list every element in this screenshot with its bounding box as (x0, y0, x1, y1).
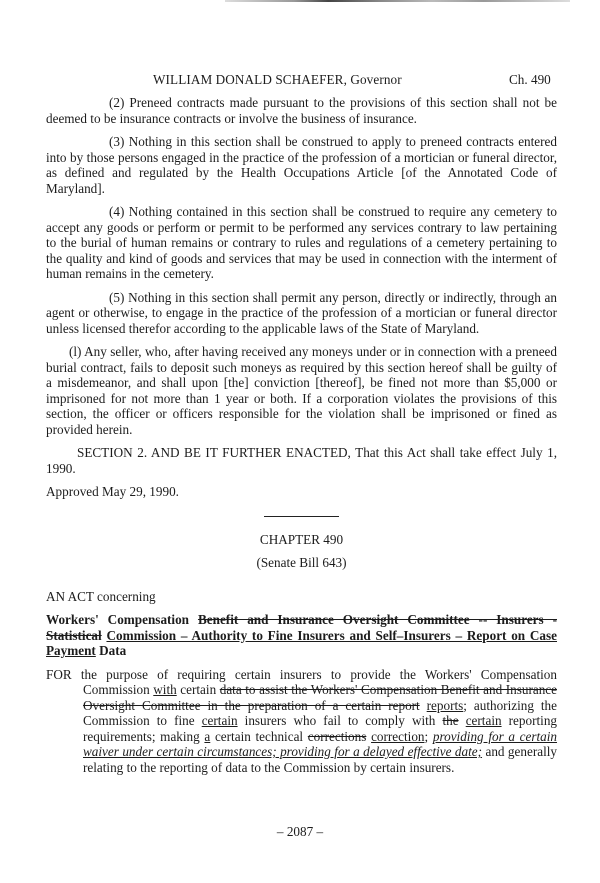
inserted-text: reports (426, 697, 464, 713)
chapter-heading: CHAPTER 490 (259, 531, 344, 547)
scan-edge-artifact (225, 0, 570, 2)
section-2: SECTION 2. AND BE IT FURTHER ENACTED, That this Act shall take effect July 1, 1990. (46, 445, 557, 476)
paragraph-3: (3) Nothing in this section shall be construed to apply to preneed contracts entered into by those persons engaged in the practice of the profession of a mortician or funeral director, as defined and regulated by the Health Occupations Article [of the Annotated Code of Maryland]. (46, 134, 557, 196)
inserted-text: certain (201, 713, 238, 728)
paragraph-5: (5) Nothing in this section shall permit any person, directly or indirectly, through an agent or otherwise, to engage in the practice of the profession of a mortician or funeral director unless licensed therefor according to the applicable laws of the State of Maryland. (46, 289, 557, 336)
inserted-text: correction (371, 728, 425, 744)
inserted-text: a (204, 728, 211, 744)
purpose-text (420, 698, 427, 713)
running-title: WILLIAM DONALD SCHAEFER, Governor (153, 72, 402, 87)
title-struck-text: Benefit and Insurance Oversight Committee -- Insurers - Statistical (46, 612, 557, 643)
act-intro: AN ACT concerning (46, 588, 156, 604)
page-body (46, 95, 557, 783)
paragraph-4: (4) Nothing contained in this section shall be construed to require any cemetery to accept any goods or perform or permit to be performed any services contrary to law pertaining to the burial of human remains or contrary to rules and regulations of a cemetery pertaining to the quality and kind of goods and services that may be used in connection with the interment of human remains in the cemetery. (46, 204, 557, 281)
purpose-text: and generally relating to the reporting of data to the Commission by certain insurers. (83, 744, 557, 775)
purpose-text: ; (424, 728, 433, 744)
purpose-text: ; authorizing the Commission to fine (83, 697, 557, 728)
paragraph-l: (l) Any seller, who, after having received any moneys under or in connection with a preneed burial contract, fails to deposit such moneys as required by this section hereof shall be guilty of a misdemeanor, and shall upon [the] conviction [thereof], be fined not more than $5,000 or imprisoned for not more than 1 year or both. If a corporation violates the provisions of this section, the officer or officers responsible for the violation shall be imprisoned or fined as provided herein. (46, 344, 557, 437)
paragraph-2: (2) Preneed contracts made pursuant to the provisions of this section shall not be deemed to be insurance contracts or involve the business of insurance. (46, 95, 557, 126)
purpose-text: certain technical (210, 728, 308, 744)
struck-text: the (442, 713, 459, 728)
struck-text: data to assist the Workers' Compensation Benefit and Insurance Oversight Committee in the preparation of a certain report (83, 682, 557, 713)
chapter-reference: Ch. 490 (509, 72, 551, 87)
page-number: – 2087 – (276, 824, 324, 839)
struck-text: corrections (307, 728, 367, 744)
purpose-text (459, 713, 466, 728)
inserted-italic-text: providing for a certain waiver under certain circumstances; providing for a delayed effective date; (83, 728, 558, 759)
purpose-text: FOR the purpose of requiring certain insurers to provide the Workers' Compensation Commission (46, 666, 557, 697)
bill-number: (Senate Bill 643) (256, 555, 347, 570)
inserted-text: with (153, 682, 177, 697)
divider-rule (264, 516, 339, 517)
purpose-clause (46, 667, 557, 776)
purpose-text: insurers who fail to comply with (237, 713, 443, 728)
purpose-text: certain (176, 682, 220, 697)
title-inserted-text: Commission – Authority to Fine Insurers and Self–Insurers – Report on Case Payment (46, 627, 558, 658)
title-text-end: Data (95, 643, 127, 658)
act-title (46, 612, 557, 659)
purpose-text: reporting requirements; making (83, 713, 558, 744)
inserted-text: certain (465, 713, 502, 728)
approved-date: Approved May 29, 1990. (46, 484, 179, 499)
title-text: Workers' Compensation (46, 612, 198, 627)
running-header (0, 72, 600, 90)
